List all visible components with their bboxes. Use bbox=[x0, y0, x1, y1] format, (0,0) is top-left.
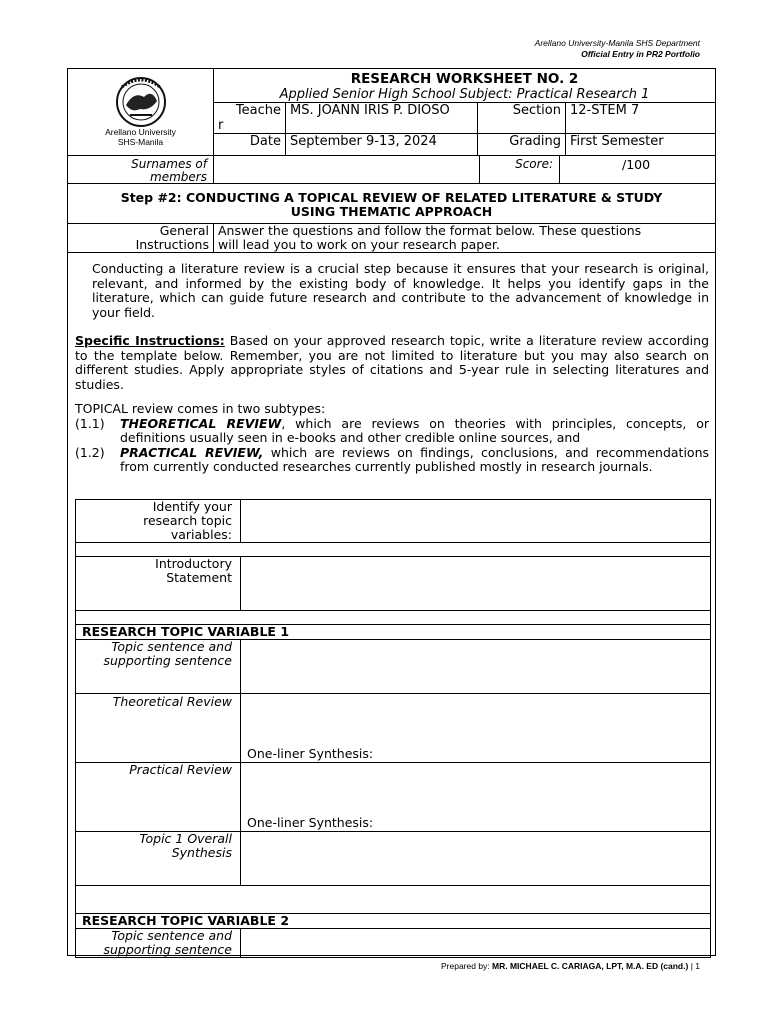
topic-1-overall-field[interactable] bbox=[241, 832, 711, 886]
section-value: 12-STEM 7 bbox=[566, 103, 716, 134]
page-footer: Prepared by: MR. MICHAEL C. CARIAGA, LPT, M.A. ED (cand.) | 1 bbox=[441, 961, 700, 971]
page-header bbox=[535, 38, 700, 60]
preparer-name: MR. MICHAEL C. CARIAGA, LPT, M.A. ED (cand.) bbox=[492, 961, 689, 971]
topic-sentence-label: Topic sentence and supporting sentence bbox=[76, 640, 241, 694]
variable-1-heading: RESEARCH TOPIC VARIABLE 1 bbox=[76, 625, 711, 640]
step-heading: Step #2: CONDUCTING A TOPICAL REVIEW OF RELATED LITERATURE & STUDY USING THEMATIC APPROACH bbox=[67, 184, 716, 224]
list-item: (1.2) PRACTICAL REVIEW, which are reviews on findings, conclusions, and recommendations from currently conducted researches currently published mostly in research journals. bbox=[75, 444, 710, 474]
one-liner-synthesis-label: One-liner Synthesis: bbox=[247, 746, 374, 761]
specific-instructions bbox=[75, 334, 709, 392]
intro-paragraph: Conducting a literature review is a crucial step because it ensures that your research is original, relevant, and informed by the existing body of knowledge. It helps you identify gaps in the literature, which can guide future research and contribute to the advancement of knowledge in your field. bbox=[92, 261, 709, 320]
spacer-row bbox=[76, 543, 711, 557]
topic-sentence-field[interactable] bbox=[241, 640, 711, 694]
date-value: September 9-13, 2024 bbox=[286, 134, 478, 156]
school-logo-cell bbox=[68, 69, 214, 156]
topical-review-list bbox=[75, 402, 709, 475]
theoretical-review-field[interactable] bbox=[241, 694, 711, 763]
grading-label: Grading bbox=[478, 134, 566, 156]
score-label: Score: bbox=[480, 156, 560, 183]
topic-sentence-field[interactable] bbox=[241, 929, 711, 958]
section-label: Section bbox=[478, 103, 566, 134]
list-item: (1.1) THEORETICAL REVIEW, which are reviews on theories with principles, concepts, or definitions usually seen in e-books and other credible online sources, and bbox=[75, 415, 709, 445]
worksheet-header-table bbox=[67, 68, 716, 156]
worksheet-subtitle: Applied Senior High School Subject: Practical Research 1 bbox=[279, 87, 650, 102]
topic-1-overall-label: Topic 1 Overall Synthesis bbox=[76, 832, 241, 886]
practical-review-label: Practical Review bbox=[76, 763, 241, 832]
worksheet-title: RESEARCH WORKSHEET NO. 2 bbox=[350, 71, 579, 87]
surnames-row bbox=[67, 156, 716, 184]
department-text: Arellano University-Manila SHS Department bbox=[534, 38, 700, 48]
date-label: Date bbox=[214, 134, 286, 156]
spacer-row bbox=[76, 886, 711, 914]
spacer-row bbox=[76, 611, 711, 625]
surnames-label: Surnames of members bbox=[68, 156, 214, 183]
topic-sentence-label: Topic sentence and supporting sentence bbox=[76, 929, 241, 958]
school-name-line2: SHS-Manila bbox=[117, 137, 164, 147]
topical-intro: TOPICAL review comes in two subtypes: bbox=[75, 401, 326, 416]
surnames-field[interactable] bbox=[214, 156, 480, 183]
specific-instructions-label: Specific Instructions: bbox=[75, 333, 225, 348]
practical-review-field[interactable] bbox=[241, 763, 711, 832]
one-liner-synthesis-label: One-liner Synthesis: bbox=[247, 815, 374, 830]
teacher-label: Teache r bbox=[214, 103, 286, 134]
variable-2-heading: RESEARCH TOPIC VARIABLE 2 bbox=[76, 914, 711, 929]
page-number: | 1 bbox=[688, 961, 700, 971]
specific-instructions-text: Based on your approved research topic, write a literature review according to the template below. Remember, you are not limited to literature but you may also search on different studies. Apply appropriate styles of citations and 5-year rule in selecting literatures and studies. bbox=[75, 333, 710, 392]
school-name-line1: Arellano University bbox=[105, 127, 176, 137]
theoretical-review-label: Theoretical Review bbox=[76, 694, 241, 763]
university-seal-icon bbox=[110, 75, 172, 127]
introductory-statement-label: Introductory Statement bbox=[76, 557, 241, 611]
general-instructions-label: General Instructions bbox=[68, 224, 214, 252]
score-value: /100 bbox=[622, 157, 651, 172]
identify-variables-label: Identify your research topic variables: bbox=[76, 500, 241, 543]
introductory-statement-field[interactable] bbox=[241, 557, 711, 611]
teacher-value: MS. JOANN IRIS P. DIOSO bbox=[286, 103, 478, 134]
literature-review-template bbox=[75, 499, 711, 958]
title-cell bbox=[214, 69, 716, 103]
identify-variables-field[interactable] bbox=[241, 500, 711, 543]
general-instructions-row bbox=[67, 224, 716, 253]
general-instructions-text: Answer the questions and follow the format below. These questions will lead you to work on your research paper. bbox=[218, 223, 642, 252]
portfolio-text: Official Entry in PR2 Portfolio bbox=[581, 49, 700, 59]
grading-value: First Semester bbox=[566, 134, 716, 156]
